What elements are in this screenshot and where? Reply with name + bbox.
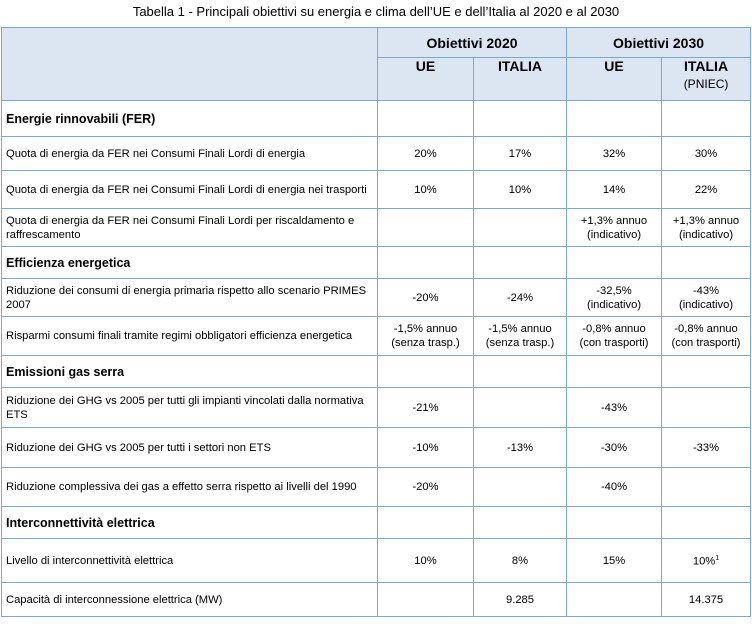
cell-value: +1,3% annuo [580, 214, 648, 227]
section-title: Interconnettività elettrica [2, 507, 378, 539]
cell-italia-2030 [662, 388, 751, 428]
header-italia-2030-sublabel: (PNIEC) [683, 77, 729, 91]
cell-ue-2020: -20% [378, 279, 474, 317]
cell-ue-2030: -43% [567, 388, 662, 428]
table-row [2, 583, 751, 617]
cell-value: -1,5% annuo [393, 323, 458, 335]
cell-ue-2030: 15% [567, 539, 662, 583]
section-title: Energie rinnovabili (FER) [2, 101, 378, 137]
cell-italia-2020: 17% [474, 137, 567, 171]
row-label: Quota di energia da FER nei Consumi Finali Lordi di energia nei trasporti [2, 171, 378, 209]
cell-ue-2020: -20% [378, 468, 474, 507]
cell-note: (con trasporti) [671, 337, 741, 349]
header-ue-2030: UE [567, 58, 662, 101]
table-row [2, 428, 751, 468]
row-label: Risparmi consumi finali tramite regimi obbligatori efficienza energetica [2, 317, 378, 356]
cell-ue-2020: -10% [378, 428, 474, 468]
row-label: Riduzione dei GHG vs 2005 per tutti i settori non ETS [2, 428, 378, 468]
cell-ue-2020: -21% [378, 388, 474, 428]
table-row [2, 317, 751, 356]
footnote-marker: 1 [715, 555, 720, 563]
cell-italia-2030: 22% [662, 171, 751, 209]
cell-note: (senza trasp.) [485, 337, 555, 349]
table-caption: Tabella 1 - Principali obiettivi su energia e clima dell’UE e dell’Italia al 2020 e al 2030 [132, 4, 620, 19]
header-italia-2020: ITALIA [474, 58, 567, 101]
cell-italia-2020: 9.285 [474, 583, 567, 617]
header-blank-cell [2, 28, 378, 101]
cell-italia-2030 [662, 209, 751, 247]
cell-italia-2030 [662, 468, 751, 507]
header-ue-2020: UE [378, 58, 474, 101]
objectives-table [1, 27, 751, 617]
cell-ue-2030 [567, 583, 662, 617]
table-row [2, 209, 751, 247]
cell-italia-2030: 30% [662, 137, 751, 171]
cell-note: (senza trasp.) [391, 337, 460, 349]
section-header-row [2, 247, 751, 279]
section-header-row [2, 101, 751, 137]
cell-note: (indicativo) [678, 298, 734, 311]
section-header-row [2, 356, 751, 388]
section-title: Efficienza energetica [2, 247, 378, 279]
cell-italia-2030: -33% [662, 428, 751, 468]
table-row [2, 468, 751, 507]
header-italia-2030-label: ITALIA [683, 58, 729, 74]
cell-italia-2020: -13% [474, 428, 567, 468]
section-title: Emissioni gas serra [2, 356, 378, 388]
cell-italia-2020 [474, 468, 567, 507]
cell-italia-2030 [662, 317, 751, 356]
row-label: Riduzione dei consumi di energia primaria rispetto allo scenario PRIMES 2007 [2, 279, 378, 317]
cell-italia-2030 [662, 539, 751, 583]
cell-note: (indicativo) [678, 228, 734, 241]
cell-ue-2030: -40% [567, 468, 662, 507]
cell-italia-2020 [474, 317, 567, 356]
table-row [2, 279, 751, 317]
row-label: Riduzione complessiva dei gas a effetto serra rispetto ai livelli del 1990 [2, 468, 378, 507]
table-row [2, 539, 751, 583]
cell-ue-2020 [378, 583, 474, 617]
cell-italia-2030: 14.375 [662, 583, 751, 617]
row-label: Quota di energia da FER nei Consumi Finali Lordi per riscaldamento e raffrescamento [2, 209, 378, 247]
cell-italia-2020: 8% [474, 539, 567, 583]
table-row [2, 171, 751, 209]
header-group-row [2, 28, 751, 58]
cell-ue-2020: 10% [378, 171, 474, 209]
cell-ue-2030: -30% [567, 428, 662, 468]
row-label: Quota di energia da FER nei Consumi Finali Lordi di energia [2, 137, 378, 171]
cell-value: -32,5% [596, 284, 632, 297]
header-italia-2030 [662, 58, 751, 101]
cell-ue-2020: 10% [378, 539, 474, 583]
row-label: Riduzione dei GHG vs 2005 per tutti gli impianti vincolati dalla normativa ETS [2, 388, 378, 428]
cell-note: (indicativo) [586, 298, 642, 311]
section-header-row [2, 507, 751, 539]
cell-italia-2020: 10% [474, 171, 567, 209]
cell-italia-2020 [474, 388, 567, 428]
cell-ue-2020 [378, 317, 474, 356]
cell-note: (indicativo) [586, 228, 642, 241]
cell-value: -43% [692, 284, 720, 297]
cell-ue-2020: 20% [378, 137, 474, 171]
cell-ue-2030: 32% [567, 137, 662, 171]
cell-ue-2030 [567, 317, 662, 356]
cell-ue-2020 [378, 209, 474, 247]
cell-italia-2020: -24% [474, 279, 567, 317]
cell-value: -0,8% annuo [674, 323, 738, 335]
table-row [2, 137, 751, 171]
cell-note: (con trasporti) [579, 337, 649, 349]
cell-ue-2030 [567, 279, 662, 317]
cell-value: -0,8% annuo [582, 323, 646, 335]
row-label: Livello di interconnettività elettrica [2, 539, 378, 583]
cell-value: 10% [692, 555, 716, 568]
cell-ue-2030 [567, 209, 662, 247]
cell-ue-2030: 14% [567, 171, 662, 209]
header-obiettivi-2020: Obiettivi 2020 [378, 28, 567, 58]
row-label: Capacità di interconnessione elettrica (MW) [2, 583, 378, 617]
cell-value: -1,5% annuo [488, 323, 552, 335]
cell-italia-2030 [662, 279, 751, 317]
header-obiettivi-2030: Obiettivi 2030 [567, 28, 751, 58]
cell-italia-2020 [474, 209, 567, 247]
cell-value: +1,3% annuo [672, 214, 740, 227]
table-row [2, 388, 751, 428]
